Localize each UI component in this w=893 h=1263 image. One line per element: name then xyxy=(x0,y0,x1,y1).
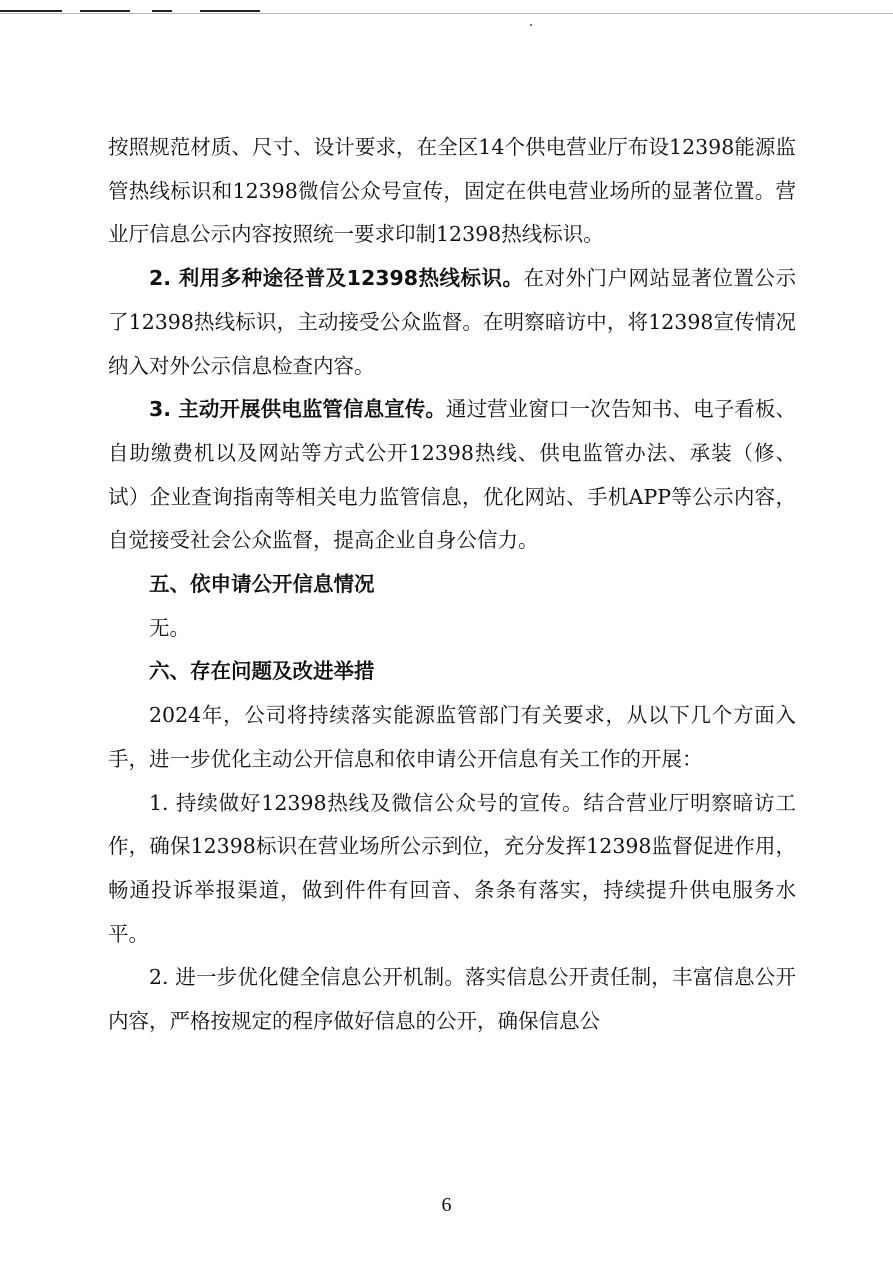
page-number: 6 xyxy=(441,1194,452,1216)
document-body xyxy=(108,126,796,1044)
paragraph-text: 在对外门户网站显著位置公示了12398热线标识，主动接受公众监督。在明察暗访中，将12398宣传情况纳入对外公示信息检查内容。 xyxy=(108,266,796,378)
section-heading-application-disclosure: 五、依申请公开信息情况 xyxy=(149,572,375,597)
scan-dash xyxy=(152,10,172,12)
paragraph-lead: 3. 主动开展供电监管信息宣传。 xyxy=(149,397,446,422)
section-body-application-disclosure: 无。 xyxy=(149,615,190,640)
improvement-item-2: 2. 进一步优化健全信息公开机制。落实信息公开责任制，丰富信息公开内容，严格按规定的程序做好信息的公开，确保信息公 xyxy=(108,965,796,1034)
scan-artifacts xyxy=(0,0,893,30)
paragraph-text: 通过营业窗口一次告知书、电子看板、自助缴费机以及网站等方式公开12398热线、供电监管办法、承装（修、试）企业查询指南等相关电力监管信息，优化网站、手机APP等公示内容，自觉接受社会公众监督，提高企业自身公信力。 xyxy=(108,397,796,553)
section-heading-problems-improvements: 六、存在问题及改进举措 xyxy=(149,659,375,684)
scan-speck xyxy=(530,24,532,26)
scan-dash xyxy=(0,10,62,12)
paragraph-hotline-channels xyxy=(108,257,796,388)
scan-dash xyxy=(80,10,130,12)
section-intro: 2024年，公司将持续落实能源监管部门有关要求，从以下几个方面入手，进一步优化主动公开信息和依申请公开信息有关工作的开展： xyxy=(108,703,796,771)
improvement-item-1: 1. 持续做好12398热线及微信公众号的宣传。结合营业厅明察暗访工作，确保12398标识在营业场所公示到位，充分发挥12398监督促进作用，畅通投诉举报渠道，做到件件有回音、条条有落实，持续提升供电服务水平。 xyxy=(108,790,796,946)
paragraph-signage xyxy=(108,126,796,257)
scan-rule xyxy=(0,13,893,14)
paragraph-lead: 2. 利用多种途径普及12398热线标识。 xyxy=(149,266,524,291)
paragraph-regulatory-info xyxy=(108,388,796,563)
scan-dash xyxy=(200,10,260,12)
paragraph-text: 按照规范材质、尺寸、设计要求，在全区14个供电营业厅布设12398能源监管热线标识和12398微信公众号宣传，固定在供电营业场所的显著位置。营业厅信息公示内容按照统一要求印制12398热线标识。 xyxy=(108,135,796,247)
